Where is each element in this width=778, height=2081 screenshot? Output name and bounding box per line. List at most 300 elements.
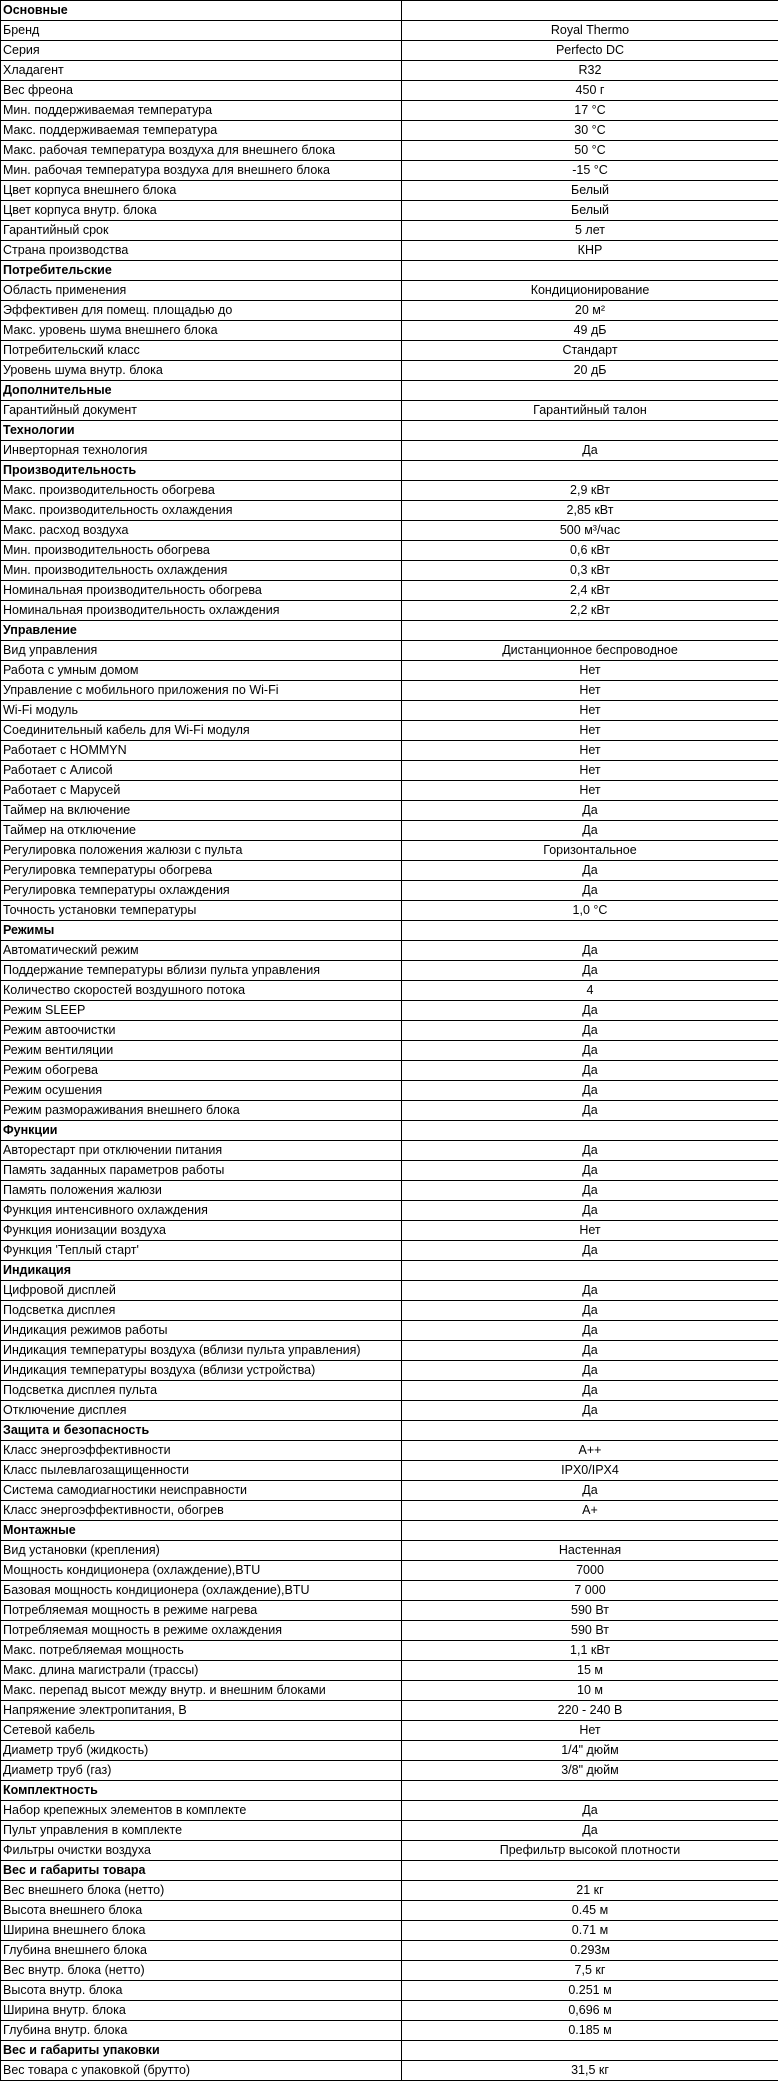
table-row — [1, 1681, 778, 1701]
table-row — [1, 341, 778, 361]
table-row — [1, 1741, 778, 1761]
property-value: 4 — [402, 981, 778, 1001]
property-value: Нет — [402, 1221, 778, 1241]
property-value: Да — [402, 1061, 778, 1081]
property-name: Ширина внешнего блока — [1, 1921, 402, 1941]
table-row — [1, 2061, 778, 2081]
section-title-empty-cell — [402, 1521, 778, 1541]
table-row — [1, 1101, 778, 1121]
property-name: Гарантийный документ — [1, 401, 402, 421]
table-row — [1, 201, 778, 221]
property-name: Вид установки (крепления) — [1, 1541, 402, 1561]
property-value: Настенная — [402, 1541, 778, 1561]
property-name: Мин. поддерживаемая температура — [1, 101, 402, 121]
property-name: Глубина внешнего блока — [1, 1941, 402, 1961]
property-name: Индикация температуры воздуха (вблизи устройства) — [1, 1361, 402, 1381]
table-row — [1, 1001, 778, 1021]
property-value: 1,0 °C — [402, 901, 778, 921]
property-name: Номинальная производительность охлаждения — [1, 601, 402, 621]
property-value: Да — [402, 1161, 778, 1181]
property-value: 0.71 м — [402, 1921, 778, 1941]
section-title: Индикация — [1, 1261, 402, 1281]
property-value: 1/4" дюйм — [402, 1741, 778, 1761]
property-value: Нет — [402, 741, 778, 761]
property-name: Диаметр труб (жидкость) — [1, 1741, 402, 1761]
property-value: Да — [402, 1381, 778, 1401]
table-row — [1, 981, 778, 1001]
table-row — [1, 1821, 778, 1841]
table-row — [1, 121, 778, 141]
property-value: Да — [402, 1081, 778, 1101]
property-name: Память заданных параметров работы — [1, 1161, 402, 1181]
property-name: Работает с HOMMYN — [1, 741, 402, 761]
property-value: Да — [402, 1281, 778, 1301]
property-value: Нет — [402, 781, 778, 801]
table-row — [1, 281, 778, 301]
section-header-row — [1, 1121, 778, 1141]
section-title: Управление — [1, 621, 402, 641]
table-row — [1, 1541, 778, 1561]
table-row — [1, 2001, 778, 2021]
section-title-empty-cell — [402, 381, 778, 401]
property-name: Функция ионизации воздуха — [1, 1221, 402, 1241]
property-value: Да — [402, 441, 778, 461]
section-title-empty-cell — [402, 1121, 778, 1141]
property-name: Вес внутр. блока (нетто) — [1, 1961, 402, 1981]
table-row — [1, 1061, 778, 1081]
section-header-row — [1, 1, 778, 21]
property-name: Класс пылевлагозащищенности — [1, 1461, 402, 1481]
table-row — [1, 301, 778, 321]
property-name: Инверторная технология — [1, 441, 402, 461]
table-row — [1, 681, 778, 701]
property-value: A+ — [402, 1501, 778, 1521]
property-value: 3/8" дюйм — [402, 1761, 778, 1781]
table-row — [1, 541, 778, 561]
property-value: Да — [402, 1141, 778, 1161]
table-row — [1, 241, 778, 261]
section-title-empty-cell — [402, 261, 778, 281]
table-row — [1, 1941, 778, 1961]
table-row — [1, 1281, 778, 1301]
table-row — [1, 781, 778, 801]
property-name: Подсветка дисплея — [1, 1301, 402, 1321]
table-row — [1, 161, 778, 181]
spec-table-body — [1, 1, 778, 2081]
property-name: Функция 'Теплый старт' — [1, 1241, 402, 1261]
table-row — [1, 1881, 778, 1901]
table-row — [1, 101, 778, 121]
property-value: Royal Thermo — [402, 21, 778, 41]
table-row — [1, 861, 778, 881]
property-name: Потребляемая мощность в режиме нагрева — [1, 1601, 402, 1621]
table-row — [1, 221, 778, 241]
property-name: Индикация режимов работы — [1, 1321, 402, 1341]
property-name: Цифровой дисплей — [1, 1281, 402, 1301]
property-value: 590 Вт — [402, 1601, 778, 1621]
table-row — [1, 1041, 778, 1061]
property-name: Подсветка дисплея пульта — [1, 1381, 402, 1401]
table-row — [1, 181, 778, 201]
table-row — [1, 821, 778, 841]
property-name: Регулировка температуры охлаждения — [1, 881, 402, 901]
section-header-row — [1, 621, 778, 641]
table-row — [1, 1241, 778, 1261]
table-row — [1, 901, 778, 921]
section-title: Монтажные — [1, 1521, 402, 1541]
property-value: 0.251 м — [402, 1981, 778, 2001]
section-title: Технологии — [1, 421, 402, 441]
property-name: Область применения — [1, 281, 402, 301]
property-name: Работает с Марусей — [1, 781, 402, 801]
property-name: Режим осушения — [1, 1081, 402, 1101]
property-value: 450 г — [402, 81, 778, 101]
section-title-empty-cell — [402, 1781, 778, 1801]
table-row — [1, 961, 778, 981]
property-name: Управление с мобильного приложения по Wi-Fi — [1, 681, 402, 701]
table-row — [1, 321, 778, 341]
property-value: 0,3 кВт — [402, 561, 778, 581]
property-name: Пульт управления в комплекте — [1, 1821, 402, 1841]
table-row — [1, 1481, 778, 1501]
section-title-empty-cell — [402, 1261, 778, 1281]
table-row — [1, 581, 778, 601]
table-row — [1, 801, 778, 821]
property-value: Нет — [402, 761, 778, 781]
property-name: Сетевой кабель — [1, 1721, 402, 1741]
property-name: Точность установки температуры — [1, 901, 402, 921]
property-value: 20 м² — [402, 301, 778, 321]
property-name: Вид управления — [1, 641, 402, 661]
property-name: Режим автоочистки — [1, 1021, 402, 1041]
property-value: 50 °C — [402, 141, 778, 161]
section-title: Комплектность — [1, 1781, 402, 1801]
property-value: Да — [402, 1401, 778, 1421]
property-name: Работа с умным домом — [1, 661, 402, 681]
property-name: Класс энергоэффективности — [1, 1441, 402, 1461]
property-value: 21 кг — [402, 1881, 778, 1901]
property-name: Отключение дисплея — [1, 1401, 402, 1421]
property-value: 10 м — [402, 1681, 778, 1701]
table-row — [1, 1381, 778, 1401]
table-row — [1, 1981, 778, 2001]
property-name: Соединительный кабель для Wi-Fi модуля — [1, 721, 402, 741]
table-row — [1, 441, 778, 461]
table-row — [1, 21, 778, 41]
property-value: Да — [402, 1181, 778, 1201]
table-row — [1, 741, 778, 761]
table-row — [1, 1161, 778, 1181]
section-title: Вес и габариты товара — [1, 1861, 402, 1881]
property-value: Да — [402, 1201, 778, 1221]
section-title: Вес и габариты упаковки — [1, 2041, 402, 2061]
table-row — [1, 1621, 778, 1641]
table-row — [1, 141, 778, 161]
table-row — [1, 1761, 778, 1781]
property-name: Хладагент — [1, 61, 402, 81]
property-name: Регулировка положения жалюзи с пульта — [1, 841, 402, 861]
table-row — [1, 1841, 778, 1861]
property-value: 5 лет — [402, 221, 778, 241]
property-value: Нет — [402, 721, 778, 741]
property-name: Цвет корпуса внутр. блока — [1, 201, 402, 221]
property-value: Да — [402, 801, 778, 821]
property-name: Макс. перепад высот между внутр. и внешним блоками — [1, 1681, 402, 1701]
property-value: Да — [402, 961, 778, 981]
table-row — [1, 1141, 778, 1161]
property-name: Количество скоростей воздушного потока — [1, 981, 402, 1001]
property-name: Поддержание температуры вблизи пульта управления — [1, 961, 402, 981]
property-name: Макс. расход воздуха — [1, 521, 402, 541]
property-name: Авторестарт при отключении питания — [1, 1141, 402, 1161]
property-name: Мин. производительность охлаждения — [1, 561, 402, 581]
property-value: Нет — [402, 681, 778, 701]
property-value: 2,2 кВт — [402, 601, 778, 621]
section-title: Режимы — [1, 921, 402, 941]
property-name: Макс. рабочая температура воздуха для внешнего блока — [1, 141, 402, 161]
property-name: Высота внутр. блока — [1, 1981, 402, 2001]
property-value: КНР — [402, 241, 778, 261]
property-name: Система самодиагностики неисправности — [1, 1481, 402, 1501]
table-row — [1, 1721, 778, 1741]
table-row — [1, 1361, 778, 1381]
table-row — [1, 1801, 778, 1821]
property-name: Класс энергоэффективности, обогрев — [1, 1501, 402, 1521]
property-value: Да — [402, 1301, 778, 1321]
table-row — [1, 841, 778, 861]
property-value: 0,696 м — [402, 2001, 778, 2021]
section-header-row — [1, 921, 778, 941]
table-row — [1, 1581, 778, 1601]
property-value: 7 000 — [402, 1581, 778, 1601]
property-name: Вес внешнего блока (нетто) — [1, 1881, 402, 1901]
section-title: Производительность — [1, 461, 402, 481]
table-row — [1, 1021, 778, 1041]
table-row — [1, 941, 778, 961]
table-row — [1, 501, 778, 521]
property-name: Эффективен для помещ. площадью до — [1, 301, 402, 321]
property-name: Функция интенсивного охлаждения — [1, 1201, 402, 1221]
table-row — [1, 521, 778, 541]
property-value: Нет — [402, 661, 778, 681]
property-value: 500 м³/час — [402, 521, 778, 541]
table-row — [1, 1501, 778, 1521]
section-header-row — [1, 1421, 778, 1441]
property-name: Режим обогрева — [1, 1061, 402, 1081]
property-name: Макс. длина магистрали (трассы) — [1, 1661, 402, 1681]
property-value: Кондиционирование — [402, 281, 778, 301]
table-row — [1, 1221, 778, 1241]
table-row — [1, 1401, 778, 1421]
property-value: 20 дБ — [402, 361, 778, 381]
property-value: Горизонтальное — [402, 841, 778, 861]
property-value: 0.293м — [402, 1941, 778, 1961]
property-name: Потребительский класс — [1, 341, 402, 361]
property-value: 2,85 кВт — [402, 501, 778, 521]
section-header-row — [1, 2041, 778, 2061]
table-row — [1, 721, 778, 741]
property-name: Режим размораживания внешнего блока — [1, 1101, 402, 1121]
table-row — [1, 661, 778, 681]
table-row — [1, 641, 778, 661]
property-value: Нет — [402, 701, 778, 721]
section-title: Основные — [1, 1, 402, 21]
table-row — [1, 1661, 778, 1681]
section-header-row — [1, 1261, 778, 1281]
property-value: Да — [402, 1361, 778, 1381]
property-value: 2,4 кВт — [402, 581, 778, 601]
section-title-empty-cell — [402, 1861, 778, 1881]
property-value: 31,5 кг — [402, 2061, 778, 2081]
table-row — [1, 41, 778, 61]
property-name: Гарантийный срок — [1, 221, 402, 241]
table-row — [1, 361, 778, 381]
table-row — [1, 1701, 778, 1721]
property-name: Номинальная производительность обогрева — [1, 581, 402, 601]
section-title-empty-cell — [402, 461, 778, 481]
property-name: Глубина внутр. блока — [1, 2021, 402, 2041]
property-value: Да — [402, 861, 778, 881]
section-title: Потребительские — [1, 261, 402, 281]
table-row — [1, 1641, 778, 1661]
table-row — [1, 1181, 778, 1201]
property-value: 17 °C — [402, 101, 778, 121]
property-value: R32 — [402, 61, 778, 81]
property-value: 15 м — [402, 1661, 778, 1681]
property-value: Да — [402, 1821, 778, 1841]
section-title-empty-cell — [402, 921, 778, 941]
section-header-row — [1, 1781, 778, 1801]
property-value: Да — [402, 1001, 778, 1021]
property-value: 7,5 кг — [402, 1961, 778, 1981]
property-name: Мин. производительность обогрева — [1, 541, 402, 561]
property-name: Таймер на включение — [1, 801, 402, 821]
property-name: Мощность кондиционера (охлаждение),BTU — [1, 1561, 402, 1581]
property-value: Да — [402, 1101, 778, 1121]
section-title: Дополнительные — [1, 381, 402, 401]
property-value: -15 °C — [402, 161, 778, 181]
property-value: Белый — [402, 181, 778, 201]
property-name: Память положения жалюзи — [1, 1181, 402, 1201]
property-name: Ширина внутр. блока — [1, 2001, 402, 2021]
property-value: Да — [402, 1021, 778, 1041]
property-name: Набор крепежных элементов в комплекте — [1, 1801, 402, 1821]
section-header-row — [1, 1861, 778, 1881]
table-row — [1, 481, 778, 501]
property-value: Да — [402, 1041, 778, 1061]
table-row — [1, 1201, 778, 1221]
table-row — [1, 61, 778, 81]
property-name: Потребляемая мощность в режиме охлаждения — [1, 1621, 402, 1641]
table-row — [1, 1461, 778, 1481]
section-title-empty-cell — [402, 421, 778, 441]
section-title: Функции — [1, 1121, 402, 1141]
property-name: Макс. производительность охлаждения — [1, 501, 402, 521]
table-row — [1, 1601, 778, 1621]
property-value: 590 Вт — [402, 1621, 778, 1641]
property-name: Автоматический режим — [1, 941, 402, 961]
section-title-empty-cell — [402, 1421, 778, 1441]
property-name: Базовая мощность кондиционера (охлаждение),BTU — [1, 1581, 402, 1601]
table-row — [1, 761, 778, 781]
property-value: Нет — [402, 1721, 778, 1741]
property-value: Да — [402, 941, 778, 961]
property-name: Цвет корпуса внешнего блока — [1, 181, 402, 201]
section-title: Защита и безопасность — [1, 1421, 402, 1441]
table-row — [1, 1341, 778, 1361]
property-name: Регулировка температуры обогрева — [1, 861, 402, 881]
property-name: Режим вентиляции — [1, 1041, 402, 1061]
property-value: 0.185 м — [402, 2021, 778, 2041]
section-title-empty-cell — [402, 1, 778, 21]
table-row — [1, 2021, 778, 2041]
property-name: Режим SLEEP — [1, 1001, 402, 1021]
table-row — [1, 1961, 778, 1981]
property-value: Да — [402, 821, 778, 841]
table-row — [1, 1441, 778, 1461]
table-row — [1, 1321, 778, 1341]
property-name: Бренд — [1, 21, 402, 41]
property-value: A++ — [402, 1441, 778, 1461]
property-value: 7000 — [402, 1561, 778, 1581]
table-row — [1, 1301, 778, 1321]
property-name: Страна производства — [1, 241, 402, 261]
section-header-row — [1, 461, 778, 481]
property-value: 30 °C — [402, 121, 778, 141]
property-name: Вес фреона — [1, 81, 402, 101]
property-name: Фильтры очистки воздуха — [1, 1841, 402, 1861]
property-name: Мин. рабочая температура воздуха для внешнего блока — [1, 161, 402, 181]
property-name: Работает с Алисой — [1, 761, 402, 781]
table-row — [1, 81, 778, 101]
property-name: Макс. уровень шума внешнего блока — [1, 321, 402, 341]
table-row — [1, 881, 778, 901]
table-row — [1, 701, 778, 721]
property-value: 220 - 240 В — [402, 1701, 778, 1721]
property-value: IPX0/IPX4 — [402, 1461, 778, 1481]
table-row — [1, 1561, 778, 1581]
table-row — [1, 1921, 778, 1941]
table-row — [1, 1081, 778, 1101]
property-value: Префильтр высокой плотности — [402, 1841, 778, 1861]
property-value: 1,1 кВт — [402, 1641, 778, 1661]
property-name: Таймер на отключение — [1, 821, 402, 841]
section-title-empty-cell — [402, 2041, 778, 2061]
section-header-row — [1, 261, 778, 281]
section-header-row — [1, 1521, 778, 1541]
property-name: Серия — [1, 41, 402, 61]
property-name: Макс. поддерживаемая температура — [1, 121, 402, 141]
property-name: Wi-Fi модуль — [1, 701, 402, 721]
property-value: Да — [402, 1241, 778, 1261]
table-row — [1, 601, 778, 621]
property-value: 0.45 м — [402, 1901, 778, 1921]
property-name: Макс. производительность обогрева — [1, 481, 402, 501]
section-title-empty-cell — [402, 621, 778, 641]
property-name: Диаметр труб (газ) — [1, 1761, 402, 1781]
property-value: 2,9 кВт — [402, 481, 778, 501]
property-value: Да — [402, 1321, 778, 1341]
table-row — [1, 401, 778, 421]
property-value: Да — [402, 881, 778, 901]
property-value: Да — [402, 1481, 778, 1501]
property-name: Высота внешнего блока — [1, 1901, 402, 1921]
property-value: Дистанционное беспроводное — [402, 641, 778, 661]
property-value: Perfecto DC — [402, 41, 778, 61]
property-name: Макс. потребляемая мощность — [1, 1641, 402, 1661]
property-name: Вес товара с упаковкой (брутто) — [1, 2061, 402, 2081]
property-value: Да — [402, 1341, 778, 1361]
